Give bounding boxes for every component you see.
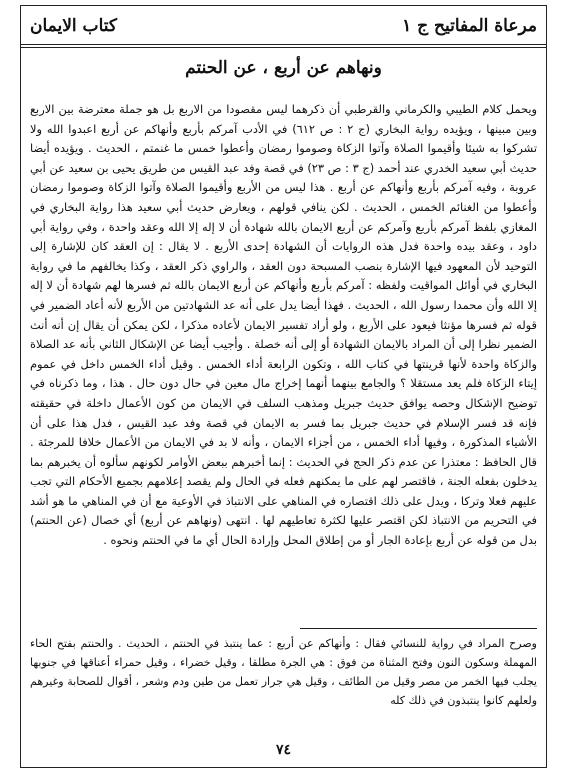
main-text — [30, 100, 537, 551]
section-title: ونهاهم عن أربع ، عن الحنتم — [185, 58, 382, 78]
header-rule — [20, 44, 547, 45]
footnote-divider — [300, 628, 537, 629]
header-chapter-title: كتاب الايمان — [30, 16, 117, 36]
footnote-text: وصرح المراد في رواية للنسائي فقال : وأنهاكم عن أربع : عما ينتبذ في الحنتم ، الحديث . والحنتم بفتح الحاء المهملة وسكون النون وفتح المثناة من فوق : هي الجرة مطلقا ، وقيل خضراء ، وقيل حمراء أعناقها في جنوبها يجلب فيها الخمر من مصر وقيل من الطائف ، وقيل هي جرار تعمل من طين ودم وشعر ، أقوال للصحابة وغيرهم ولعلهم كانوا ينتبذون في ذلك كله — [30, 637, 537, 707]
page-number: ٧٤ — [275, 742, 292, 758]
running-header — [22, 6, 545, 46]
header-book-title: مرعاة المفاتيح ج ١ — [402, 16, 537, 36]
body-paragraph: ويحمل كلام الطيبي والكرماني والقرطبي أن ذكرهما ليس مقصودا من الاربع بل هو جملة معترضة بين الاربع وبين مبينها ، ويؤيده رواية البخاري (ج ٢ : ص ٦١٢) في الأدب آمركم بأربع وأنهاكم عن أربع اعبدوا الله ولا تشركوا به شيئا وأقيموا الصلاة وآتوا الزكاة وصوموا رمضان وأعطوا خمس ما غنمتم ، الحديث . ويؤيده أيضا حديث أبي سعيد الخدري عند أحمد (ج ٣ : ص ٢٣) في قصة وفد عبد القيس من طريق يحيى بن سعيد عن أبي عروبة ، وفيه آمركم بأربع وأنهاكم عن أربع . هذا ليس من الأربع وأقيموا الصلاة وآتوا الزكاة وصوموا رمضان وأعطوا من الغنائم الخمس ، الحديث . لكن ينافي قولهم ، ويعارض حديث أبي سعيد هذا رواية البخاري في المغازي بلفظ آمركم بأربع وآمركم عن أربع الايمان بالله شهادة أن لا إله إلا الله وعقد واحدة ، وفي رواية أبي داود ، وعقد بيده واحدة فدل هذه الروايات أن الشهادة إحدى الأربع . لا يقال : إن العقد كان للإشارة إلى التوحيد لأن المعهود فيها الإشارة بنصب المسبحة دون العقد ، والراوي ذكر العقد ، وكذا يخالفهم ما في رواية البخاري في أوائل المواقيت ولفظه : آمركم بأربع وأنهاكم عن أربع الايمان بالله ثم فسرها لهم شهادة أن لا إله إلا الله وأن محمدا رسول الله ، الحديث . فهذا أيضا يدل على أنه عد الشهادتين من الأربع لأنه أعاد الضمير في قوله ثم فسرها مؤنثا فيعود على الأربع ، ولو أراد تفسير الايمان لأعاده مذكرا ، لكن يمكن أن يقال إن أنه أنث الضمير نظرا إلى أن المراد بالايمان الشهادة أو إلى أنه خصلة . وأجيب أيضا عن الإشكال الثاني بأنه عد الصلاة والزكاة واحدة لأنها قرينتها في كتاب الله ، وتكون الرابعة أداء الخمس . وقيل أداء الخمس داخل في عموم إيتاء الزكاة فلم يعد مستقلا ؟ والجامع بينهما أنهما إخراج مال معين في حال دون حال . هذا ، وما ذكرناه في توضيح الإشكال وحصه يوافق حديث جبريل ومذهب السلف في الايمان من كون الأعمال داخلة في حقيقته فإنه قد فسر الإسلام في حديث جبريل بما فسر به الايمان في قصة وفد عبد القيس ، فدل هذا على أن الأشياء المذكورة ، وفيها أداء الخمس ، من أجزاء الايمان ، وأنه لا بد في الايمان من الأعمال خلافا للمرجئة . قال الحافظ : معتذرا عن عدم ذكر الحج في الحديث : إنما أخبرهم ببعض الأوامر لكونهم سألوه أن يخبرهم بما يدخلون بفعله الجنة ، فاقتصر لهم على ما يمكنهم فعله في الحال ولم يقصد إعلامهم بجميع الأحكام التي تجب عليهم فعلا وتركا ، ويدل على ذلك اقتصاره في المناهي على الانتباذ في الأوعية مع أن في المناهي ما هو أشد في التحريم من الانتباذ لكن اقتصر عليها لكثرة تعاطيهم لها . انتهى (ونهاهم عن أربع) أي خصال (عن الحنتم) بدل من قوله عن أربع بإعادة الجار أو من إطلاق المحل وإرادة الحال أي ما في الحنتم ونحوه . — [30, 102, 537, 548]
header-rule-double — [20, 47, 547, 48]
